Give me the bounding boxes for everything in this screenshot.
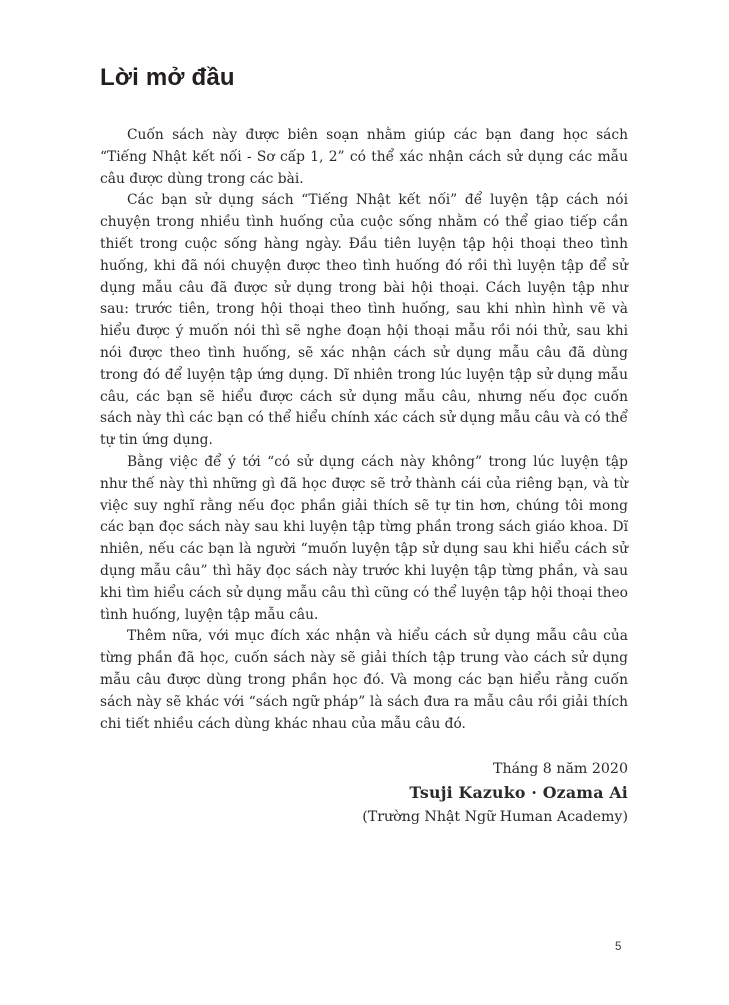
preface-paragraph-4: Thêm nữa, với mục đích xác nhận và hiểu cách sử dụng mẫu câu của từng phần đã học, cuốn sách này sẽ giải thích tập trung vào cách sử dụng mẫu câu được dùng trong phần học đó. Và mong các bạn hiểu rằng cuốn sách này sẽ khác với “sách ngữ pháp” là sách đưa ra mẫu câu rồi giải thích chi tiết nhiều cách dùng khác nhau của mẫu câu đó.	[100, 628, 628, 732]
preface-paragraph-1: Cuốn sách này được biên soạn nhằm giúp các bạn đang học sách “Tiếng Nhật kết nối - Sơ cấp 1, 2” có thể xác nhận cách sử dụng các mẫu câu được dùng trong các bài.	[100, 127, 628, 187]
page-title: Lời mở đầu	[100, 64, 235, 91]
preface-paragraph-3: Bằng việc để ý tới “có sử dụng cách này không” trong lúc luyện tập như thế này thì những gì đã học được sẽ trở thành cái của riêng bạn, và từ việc suy nghĩ rằng nếu đọc phần giải thích sẽ tự tin hơn, chúng tôi mong các bạn đọc sách này sau khi luyện tập từng phần trong sách giáo khoa. Dĩ nhiên, nếu các bạn là người “muốn luyện tập sử dụng sau khi hiểu cách sử dụng mẫu câu” thì hãy đọc sách này trước khi luyện tập từng phần, và sau khi tìm hiểu cách sử dụng mẫu câu thì cũng có thể luyện tập hội thoại theo tình huống, luyện tập mẫu câu.	[100, 453, 628, 623]
signoff-affiliation: (Trường Nhật Ngữ Human Academy)	[362, 809, 628, 826]
preface-paragraph-2: Các bạn sử dụng sách “Tiếng Nhật kết nối” để luyện tập cách nói chuyện trong nhiều tình huống của cuộc sống nhằm có thể giao tiếp cần thiết trong cuộc sống hàng ngày. Đầu tiên luyện tập hội thoại theo tình huống, khi đã nói chuyện được theo tình huống đó rồi thì luyện tập để sử dụng mẫu câu đã được sử dụng trong bài hội thoại. Cách luyện tập như sau: trước tiên, trong hội thoại theo tình huống, sau khi nhìn hình vẽ và hiểu được ý muốn nói thì sẽ nghe đoạn hội thoại mẫu rồi nói thử, sau khi nói được theo tình huống, sẽ xác nhận cách sử dụng mẫu câu đã dùng trong đó để luyện tập ứng dụng. Dĩ nhiên trong lúc luyện tập sử dụng mẫu câu, các bạn sẽ hiểu được cách sử dụng mẫu câu, nhưng nếu đọc cuốn sách này thì các bạn có thể hiểu chính xác cách sử dụng mẫu câu và có thể tự tin ứng dụng.	[100, 192, 628, 449]
signoff-authors: Tsuji Kazuko · Ozama Ai	[409, 783, 628, 803]
signoff-date: Tháng 8 năm 2020	[493, 761, 628, 778]
page-number: 5	[615, 941, 622, 953]
signoff-block	[100, 757, 628, 829]
preface-body	[100, 125, 628, 735]
